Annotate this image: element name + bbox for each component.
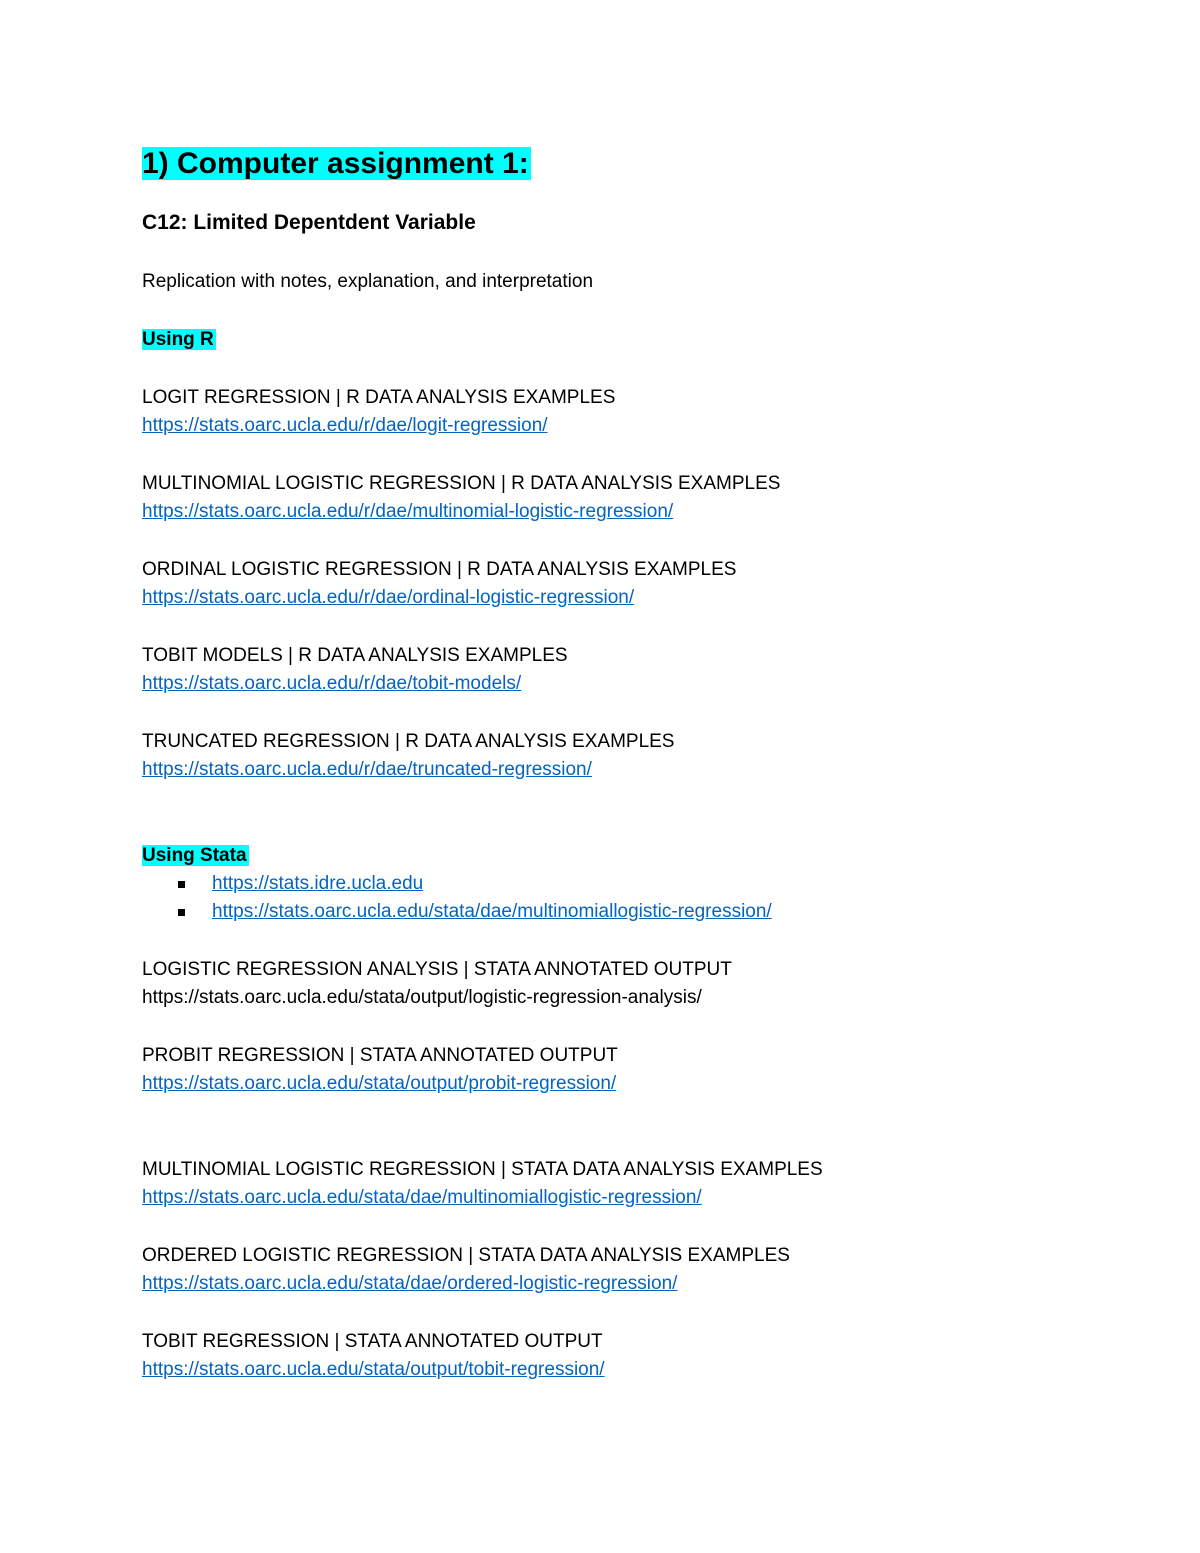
entry-link[interactable]: https://stats.oarc.ucla.edu/r/dae/truncated-regression/ — [142, 759, 592, 780]
entry-title: TRUNCATED REGRESSION | R DATA ANALYSIS EXAMPLES — [142, 731, 675, 752]
entry-stata-logistic — [142, 956, 1122, 1012]
bullet-link[interactable]: https://stats.oarc.ucla.edu/stata/dae/multinomiallogistic-regression/ — [212, 901, 772, 922]
entry-title: ORDINAL LOGISTIC REGRESSION | R DATA ANALYSIS EXAMPLES — [142, 559, 737, 580]
entry-title: LOGIT REGRESSION | R DATA ANALYSIS EXAMPLES — [142, 387, 616, 408]
entry-title: ORDERED LOGISTIC REGRESSION | STATA DATA ANALYSIS EXAMPLES — [142, 1245, 790, 1266]
document-body — [142, 140, 1122, 1414]
bullet-link[interactable]: https://stats.idre.ucla.edu — [212, 873, 424, 894]
entry-title: PROBIT REGRESSION | STATA ANNOTATED OUTPUT — [142, 1045, 618, 1066]
entry-r-ordinal — [142, 556, 1122, 612]
document-description: Replication with notes, explanation, and interpretation — [142, 271, 594, 292]
entry-stata-probit — [142, 1042, 1122, 1098]
entry-title: TOBIT REGRESSION | STATA ANNOTATED OUTPUT — [142, 1331, 603, 1352]
entry-link[interactable]: https://stats.oarc.ucla.edu/r/dae/tobit-models/ — [142, 673, 522, 694]
entry-r-tobit — [142, 642, 1122, 698]
entry-link[interactable]: https://stats.oarc.ucla.edu/r/dae/logit-regression/ — [142, 415, 548, 436]
square-bullet-icon — [178, 909, 185, 916]
entry-stata-ordered — [142, 1242, 1122, 1298]
entry-link[interactable]: https://stats.oarc.ucla.edu/stata/output/tobit-regression/ — [142, 1359, 605, 1380]
document-title-text: 1) Computer assignment 1: — [142, 147, 529, 180]
section-heading-stata — [142, 842, 1122, 870]
section-heading-r — [142, 326, 1122, 354]
list-item — [142, 898, 1122, 926]
section-heading-stata-text: Using Stata — [142, 845, 247, 866]
entry-r-multinomial — [142, 470, 1122, 526]
entry-url-text: https://stats.oarc.ucla.edu/stata/output/logistic-regression-analysis/ — [142, 987, 702, 1008]
entry-title: MULTINOMIAL LOGISTIC REGRESSION | STATA DATA ANALYSIS EXAMPLES — [142, 1159, 823, 1180]
entry-link[interactable]: https://stats.oarc.ucla.edu/r/dae/multinomial-logistic-regression/ — [142, 501, 674, 522]
entry-r-truncated — [142, 728, 1122, 784]
entry-stata-multinomial — [142, 1156, 1122, 1212]
stata-bullet-list — [142, 870, 1122, 926]
document-title — [142, 140, 1122, 188]
entry-stata-tobit — [142, 1328, 1122, 1384]
square-bullet-icon — [178, 881, 185, 888]
entry-link[interactable]: https://stats.oarc.ucla.edu/r/dae/ordinal-logistic-regression/ — [142, 587, 635, 608]
entry-title: TOBIT MODELS | R DATA ANALYSIS EXAMPLES — [142, 645, 568, 666]
entry-link[interactable]: https://stats.oarc.ucla.edu/stata/output/probit-regression/ — [142, 1073, 617, 1094]
document-subtitle: C12: Limited Depentdent Variable — [142, 211, 476, 234]
entry-link[interactable]: https://stats.oarc.ucla.edu/stata/dae/multinomiallogistic-regression/ — [142, 1187, 702, 1208]
section-heading-r-text: Using R — [142, 329, 214, 350]
entry-title: MULTINOMIAL LOGISTIC REGRESSION | R DATA ANALYSIS EXAMPLES — [142, 473, 781, 494]
entry-link[interactable]: https://stats.oarc.ucla.edu/stata/dae/ordered-logistic-regression/ — [142, 1273, 678, 1294]
entry-title: LOGISTIC REGRESSION ANALYSIS | STATA ANNOTATED OUTPUT — [142, 959, 732, 980]
entry-r-logit — [142, 384, 1122, 440]
list-item — [142, 870, 1122, 898]
